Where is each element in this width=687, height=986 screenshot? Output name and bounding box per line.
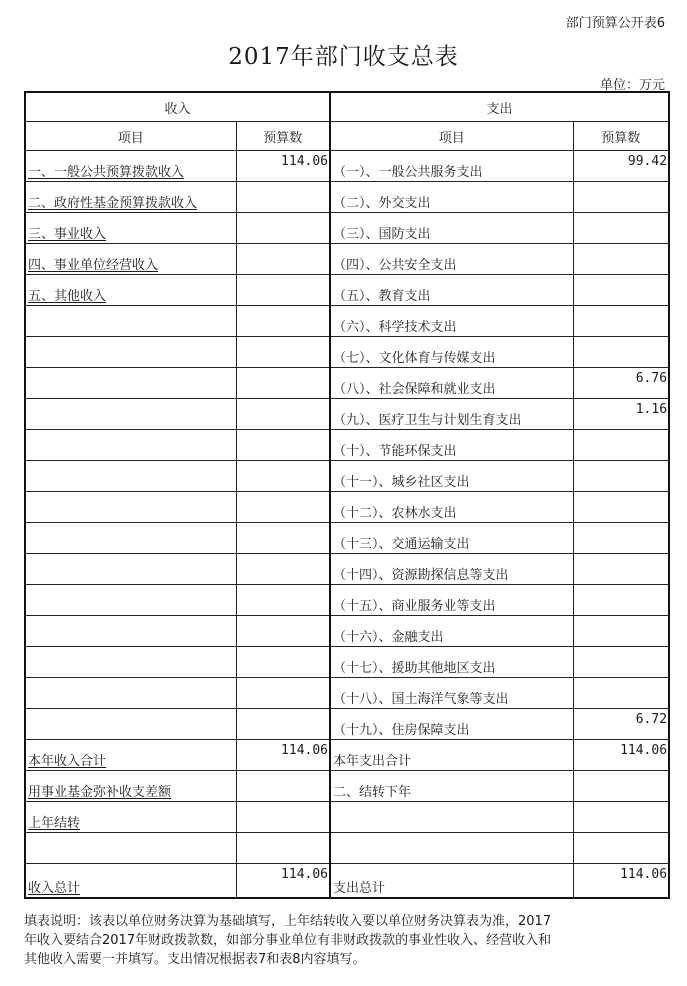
expense-budget-cell: [573, 368, 669, 399]
expense-budget-cell: [573, 213, 669, 244]
expense-budget-cell: [573, 740, 669, 771]
income-budget-cell: [236, 802, 330, 833]
table-row: [25, 399, 669, 430]
income-item-cell: [25, 399, 236, 430]
expense-budget-cell: [573, 585, 669, 616]
income-budget-cell: [236, 492, 330, 523]
income-budget-cell: [236, 461, 330, 492]
expense-item-cell: [330, 306, 573, 337]
fill-instructions: 填表说明：该表以单位财务决算为基础填写，上年结转收入要以单位财务决算表为准，2017 年收入要结合2017年财政拨款数，如部分事业单位有非财政拨款的事业性收入、经营收入和 其他收入需要一并填写。支出情况根据表7和表8内容填写。: [24, 914, 552, 967]
expense-item-cell-text: 支出总计: [333, 880, 386, 896]
table-row: [25, 275, 669, 306]
table-subheader-row: [25, 122, 669, 151]
expense-item-cell: [330, 151, 573, 182]
expense-item-cell: [330, 213, 573, 244]
table-row: [25, 430, 669, 461]
expense-item-cell: [330, 523, 573, 554]
expense-item-cell: [330, 709, 573, 740]
table-row: [25, 368, 669, 399]
income-item-cell: [25, 864, 236, 898]
table-row: [25, 709, 669, 740]
income-budget-cell: [236, 306, 330, 337]
expense-item-cell-text: （一）、一般公共服务支出: [333, 165, 483, 180]
expense-budget-cell: [573, 864, 669, 898]
income-item-cell-text: 二、政府性基金预算拨款收入: [28, 196, 198, 211]
expense-item-cell-text: （十三）、交通运输支出: [333, 537, 470, 552]
income-item-cell-text: 三、事业收入: [28, 227, 107, 242]
income-item-cell-text: 收入总计: [28, 880, 81, 896]
expense-budget-cell: [573, 244, 669, 275]
table-row: [25, 864, 669, 898]
table-row: [25, 182, 669, 213]
expense-budget-cell-text: 99.42: [627, 154, 668, 169]
expense-budget-cell: [573, 461, 669, 492]
expense-item-cell: [330, 182, 573, 213]
income-item-cell: [25, 461, 236, 492]
income-budget-cell: [236, 182, 330, 213]
expense-item-cell: [330, 740, 573, 771]
income-item-cell: [25, 647, 236, 678]
expense-budget-cell: [573, 771, 669, 802]
income-budget-cell: [236, 213, 330, 244]
expense-item-cell: [330, 492, 573, 523]
expense-item-header: 项目: [330, 122, 573, 151]
income-budget-cell: [236, 337, 330, 368]
income-header: 收入: [25, 92, 330, 122]
income-budget-cell: [236, 523, 330, 554]
expense-item-cell-text: （七）、文化体育与传媒支出: [333, 351, 496, 366]
expense-item-cell-text: （十六）、金融支出: [333, 630, 444, 645]
income-budget-cell: [236, 616, 330, 647]
income-item-cell: [25, 802, 236, 833]
income-budget-header: 预算数: [236, 122, 330, 151]
income-budget-cell-text: 114.06: [281, 867, 329, 882]
expense-budget-cell: [573, 647, 669, 678]
income-item-cell: [25, 213, 236, 244]
table-row: [25, 492, 669, 523]
income-item-cell: [25, 554, 236, 585]
table-row: [25, 740, 669, 771]
income-budget-cell: [236, 244, 330, 275]
expense-budget-cell: [573, 678, 669, 709]
income-budget-cell: [236, 864, 330, 898]
income-item-cell: [25, 616, 236, 647]
income-item-cell: [25, 709, 236, 740]
table-row: [25, 678, 669, 709]
expense-item-cell: [330, 678, 573, 709]
income-item-cell: [25, 182, 236, 213]
expense-item-cell: [330, 461, 573, 492]
table-header-row: [25, 92, 669, 122]
income-item-header: 项目: [25, 122, 236, 151]
expense-budget-cell: [573, 151, 669, 182]
income-item-cell: [25, 771, 236, 802]
income-item-cell: [25, 275, 236, 306]
income-budget-cell: [236, 647, 330, 678]
expense-item-cell-text: （十九）、住房保障支出: [333, 723, 470, 738]
expense-item-cell-text: （四）、公共安全支出: [333, 258, 457, 273]
expense-item-cell-text: 本年支出合计: [333, 754, 412, 769]
expense-budget-cell-text: 6.76: [635, 371, 668, 386]
income-budget-cell: [236, 554, 330, 585]
expense-budget-cell-text: 1.16: [635, 402, 668, 417]
income-item-cell: [25, 151, 236, 182]
expense-budget-cell: [573, 275, 669, 306]
table-row: [25, 461, 669, 492]
expense-item-cell-text: （十七）、援助其他地区支出: [333, 661, 496, 676]
income-item-cell: [25, 523, 236, 554]
budget-table-body: [25, 92, 669, 898]
expense-budget-cell-text: 114.06: [620, 743, 668, 758]
expense-budget-cell-text: 114.06: [620, 867, 668, 882]
expense-item-cell: [330, 585, 573, 616]
expense-item-cell-text: （十二）、农林水支出: [333, 506, 457, 521]
income-item-cell-text: 四、事业单位经营收入: [28, 258, 159, 273]
income-budget-cell: [236, 430, 330, 461]
expense-budget-cell-text: 6.72: [635, 712, 668, 727]
expense-budget-cell: [573, 554, 669, 585]
income-budget-cell: [236, 585, 330, 616]
table-row: [25, 151, 669, 182]
expense-item-cell: [330, 399, 573, 430]
table-row: [25, 337, 669, 368]
table-row: [25, 647, 669, 678]
income-item-cell: [25, 430, 236, 461]
income-item-cell-text: 一、一般公共预算拨款收入: [28, 165, 185, 180]
table-row: [25, 833, 669, 864]
table-row: [25, 306, 669, 337]
expense-item-cell: [330, 833, 573, 864]
expense-budget-cell: [573, 182, 669, 213]
expense-item-cell-text: （五）、教育支出: [333, 289, 431, 304]
table-row: [25, 802, 669, 833]
expense-budget-cell: [573, 337, 669, 368]
expense-item-cell-text: （二）、外交支出: [333, 196, 431, 211]
income-item-cell: [25, 833, 236, 864]
income-budget-cell: [236, 740, 330, 771]
expense-budget-cell: [573, 616, 669, 647]
expense-budget-cell: [573, 430, 669, 461]
expense-budget-cell: [573, 523, 669, 554]
expense-item-cell: [330, 368, 573, 399]
document-label: 部门预算公开表6: [565, 16, 665, 31]
expense-item-cell-text: （九）、医疗卫生与计划生育支出: [333, 413, 522, 428]
expense-budget-cell: [573, 833, 669, 864]
income-item-cell: [25, 368, 236, 399]
page-title: 2017年部门收支总表: [228, 44, 459, 70]
income-budget-cell: [236, 151, 330, 182]
income-budget-cell: [236, 399, 330, 430]
income-item-cell: [25, 678, 236, 709]
expense-header: 支出: [330, 92, 669, 122]
table-row: [25, 585, 669, 616]
income-budget-cell: [236, 678, 330, 709]
expense-item-cell: [330, 554, 573, 585]
expense-item-cell: [330, 244, 573, 275]
income-item-cell-text: 用事业基金弥补收支差额: [28, 785, 172, 800]
income-item-cell: [25, 244, 236, 275]
income-item-cell: [25, 306, 236, 337]
expense-budget-cell: [573, 306, 669, 337]
budget-table: [24, 91, 670, 899]
income-item-cell: [25, 492, 236, 523]
expense-item-cell-text: （八）、社会保障和就业支出: [333, 382, 496, 397]
table-row: [25, 771, 669, 802]
table-row: [25, 213, 669, 244]
expense-budget-cell: [573, 709, 669, 740]
expense-item-cell: [330, 430, 573, 461]
expense-item-cell-text: （六）、科学技术支出: [333, 320, 457, 335]
income-item-cell-text: 五、其他收入: [28, 289, 107, 304]
expense-item-cell-text: 二、结转下年: [333, 785, 412, 800]
income-budget-cell: [236, 709, 330, 740]
expense-item-cell-text: （十五）、商业服务业等支出: [333, 599, 496, 614]
table-row: [25, 616, 669, 647]
income-item-cell-text: 上年结转: [28, 816, 81, 831]
expense-budget-cell: [573, 492, 669, 523]
expense-item-cell: [330, 864, 573, 898]
income-budget-cell: [236, 275, 330, 306]
income-item-cell-text: 本年收入合计: [28, 754, 107, 769]
income-budget-cell: [236, 833, 330, 864]
income-item-cell: [25, 740, 236, 771]
table-row: [25, 244, 669, 275]
expense-item-cell-text: （三）、国防支出: [333, 227, 431, 242]
expense-item-cell: [330, 802, 573, 833]
expense-budget-cell: [573, 399, 669, 430]
expense-item-cell-text: （十）、节能环保支出: [333, 444, 457, 459]
expense-item-cell: [330, 647, 573, 678]
income-budget-cell: [236, 368, 330, 399]
income-budget-cell-text: 114.06: [281, 154, 329, 169]
expense-item-cell: [330, 616, 573, 647]
income-budget-cell: [236, 771, 330, 802]
expense-budget-cell: [573, 802, 669, 833]
expense-item-cell: [330, 275, 573, 306]
income-item-cell: [25, 585, 236, 616]
expense-item-cell: [330, 771, 573, 802]
unit-label: 单位：万元: [599, 78, 665, 93]
expense-item-cell-text: （十一）、城乡社区支出: [333, 475, 470, 490]
expense-item-cell-text: （十八）、国土海洋气象等支出: [333, 692, 509, 707]
expense-item-cell-text: （十四）、资源勘探信息等支出: [333, 568, 509, 583]
expense-budget-header: 预算数: [573, 122, 669, 151]
table-row: [25, 523, 669, 554]
expense-item-cell: [330, 337, 573, 368]
table-row: [25, 554, 669, 585]
income-budget-cell-text: 114.06: [281, 743, 329, 758]
income-item-cell: [25, 337, 236, 368]
